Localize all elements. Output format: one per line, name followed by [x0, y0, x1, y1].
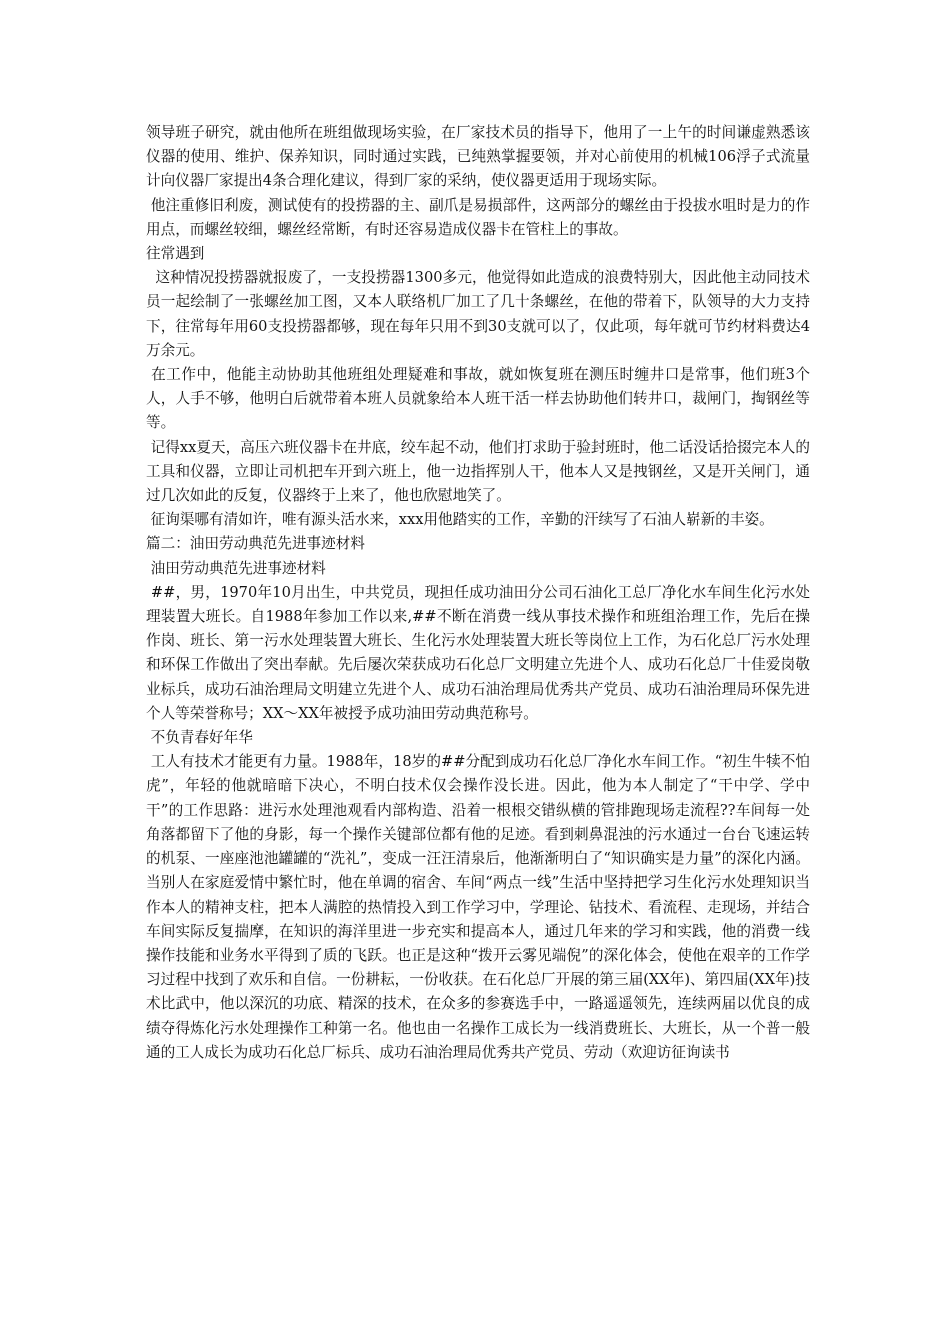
body-paragraph: 他注重修旧利废，测试使有的投捞器的主、副爪是易损部件，这两部分的螺丝由于投拔水咀时是力的作用点，而螺丝较细，螺丝经常断，有时还容易造成仪器卡在管柱上的事故。	[146, 196, 810, 238]
body-paragraph: 记得xx夏天，高压六班仪器卡在井底，绞车起不动，他们打求助于验封班时，他二话没话拾掇完本人的工具和仪器，立即让司机把车开到六班上，他一边指挥别人干，他本人又是拽钢丝，又是开关闸门，通过几次如此的反复，仪器终于上来了，他也欣慰地笑了。	[146, 438, 810, 505]
subheading: 不负青春好年华	[146, 729, 253, 747]
article-title: 油田劳动典范先进事迹材料	[146, 559, 326, 577]
body-paragraph: 领导班子研究，就由他所在班组做现场实验，在厂家技术员的指导下，他用了一上午的时间谦虚熟悉该仪器的使用、维护、保养知识，同时通过实践，已纯熟掌握要领，并对心前使用的机械106浮子式流量计向仪器厂家提出4条合理化建议，得到厂家的采纳，使仪器更适用于现场实际。	[146, 124, 810, 190]
body-paragraph: 在工作中，他能主动协助其他班组处理疑难和事故，就如恢复班在测压时缠井口是常事，他们班3个人，人手不够，他明白后就带着本班人员就象给本人班干活一样去协助他们转井口，裁闸门，掏钢丝等等。	[146, 366, 810, 432]
body-paragraph: ##，男，1970年10月出生，中共党员，现担任成功油田分公司石油化工总厂净化水车间生化污水处理装置大班长。自1988年参加工作以来,##不断在消费一线从事技术操作和班组治理工作，先后在操作岗、班长、第一污水处理装置大班长、生化污水处理装置大班长等岗位上工作，为石化总厂污水处理和环保工作做出了突出奉献。先后屡次荣获成功石化总厂文明建立先进个人、成功石化总厂十佳爱岗敬业标兵，成功石油治理局文明建立先进个人、成功石油治理局优秀共产党员、成功石油治理局环保先进个人等荣誉称号；XX～XX年被授予成功油田劳动典范称号。	[146, 583, 811, 722]
body-paragraph: 征询渠哪有清如许，唯有源头活水来，xxx用他踏实的工作，辛勤的汗续写了石油人崭新的丰姿。	[146, 511, 774, 529]
section-heading: 篇二：油田劳动典范先进事迹材料	[146, 535, 365, 553]
document-page	[146, 121, 810, 1065]
body-paragraph: 这种情况投捞器就报废了，一支投捞器1300多元，他觉得如此造成的浪费特别大，因此他主动同技术员一起绘制了一张螺丝加工图，又本人联络机厂加工了几十条螺丝，在他的带着下，队领导的大力支持下，往常每年用60支投捞器都够，现在每年只用不到30支就可以了，仅此项，每年就可节约材料费达4万余元。	[146, 269, 810, 359]
body-paragraph: 工人有技术才能更有力量。1988年，18岁的##分配到成功石化总厂净化水车间工作。“初生牛犊不怕虎”，年轻的他就暗暗下决心，不明白技术仅会操作没长进。因此，他为本人制定了“干中学、学中干”的工作思路：进污水处理池观看内部构造、沿着一根根交错纵横的管排跑现场走流程??车间每一处角落都留下了他的身影，每一个操作关键部位都有他的足迹。看到刺鼻混浊的污水通过一台台飞速运转的机泵、一座座池池罐罐的“洗礼”，变成一汪汪清泉后，他渐渐明白了“知识确实是力量”的深化内涵。当别人在家庭爱情中繁忙时，他在单调的宿舍、车间“两点一线”生活中坚持把学习生化污水处理知识当作本人的精神支柱，把本人满腔的热情投入到工作学习中，学理论、钻技术、看流程、走现场，并结合车间实际反复揣摩，在知识的海洋里进一步充实和提高本人，通过几年来的学习和实践，他的消费一线操作技能和业务水平得到了质的飞跃。也正是这种“拨开云雾见端倪”的深化体会，使他在艰辛的工作学习过程中找到了欢乐和自信。一份耕耘，一份收获。在石化总厂开展的第三届(XX年)、第四届(XX年)技术比武中，他以深沉的功底、精深的技术，在众多的参赛选手中，一路遥遥领先，连续两届以优良的成绩夺得炼化污水处理操作工种第一名。他也由一名操作工成长为一线消费班长、大班长，从一个普一般通的工人成长为成功石化总厂标兵、成功石油治理局优秀共产党员、劳动（欢迎访征询读书	[146, 753, 810, 1061]
body-paragraph: 往常遇到	[146, 245, 205, 263]
